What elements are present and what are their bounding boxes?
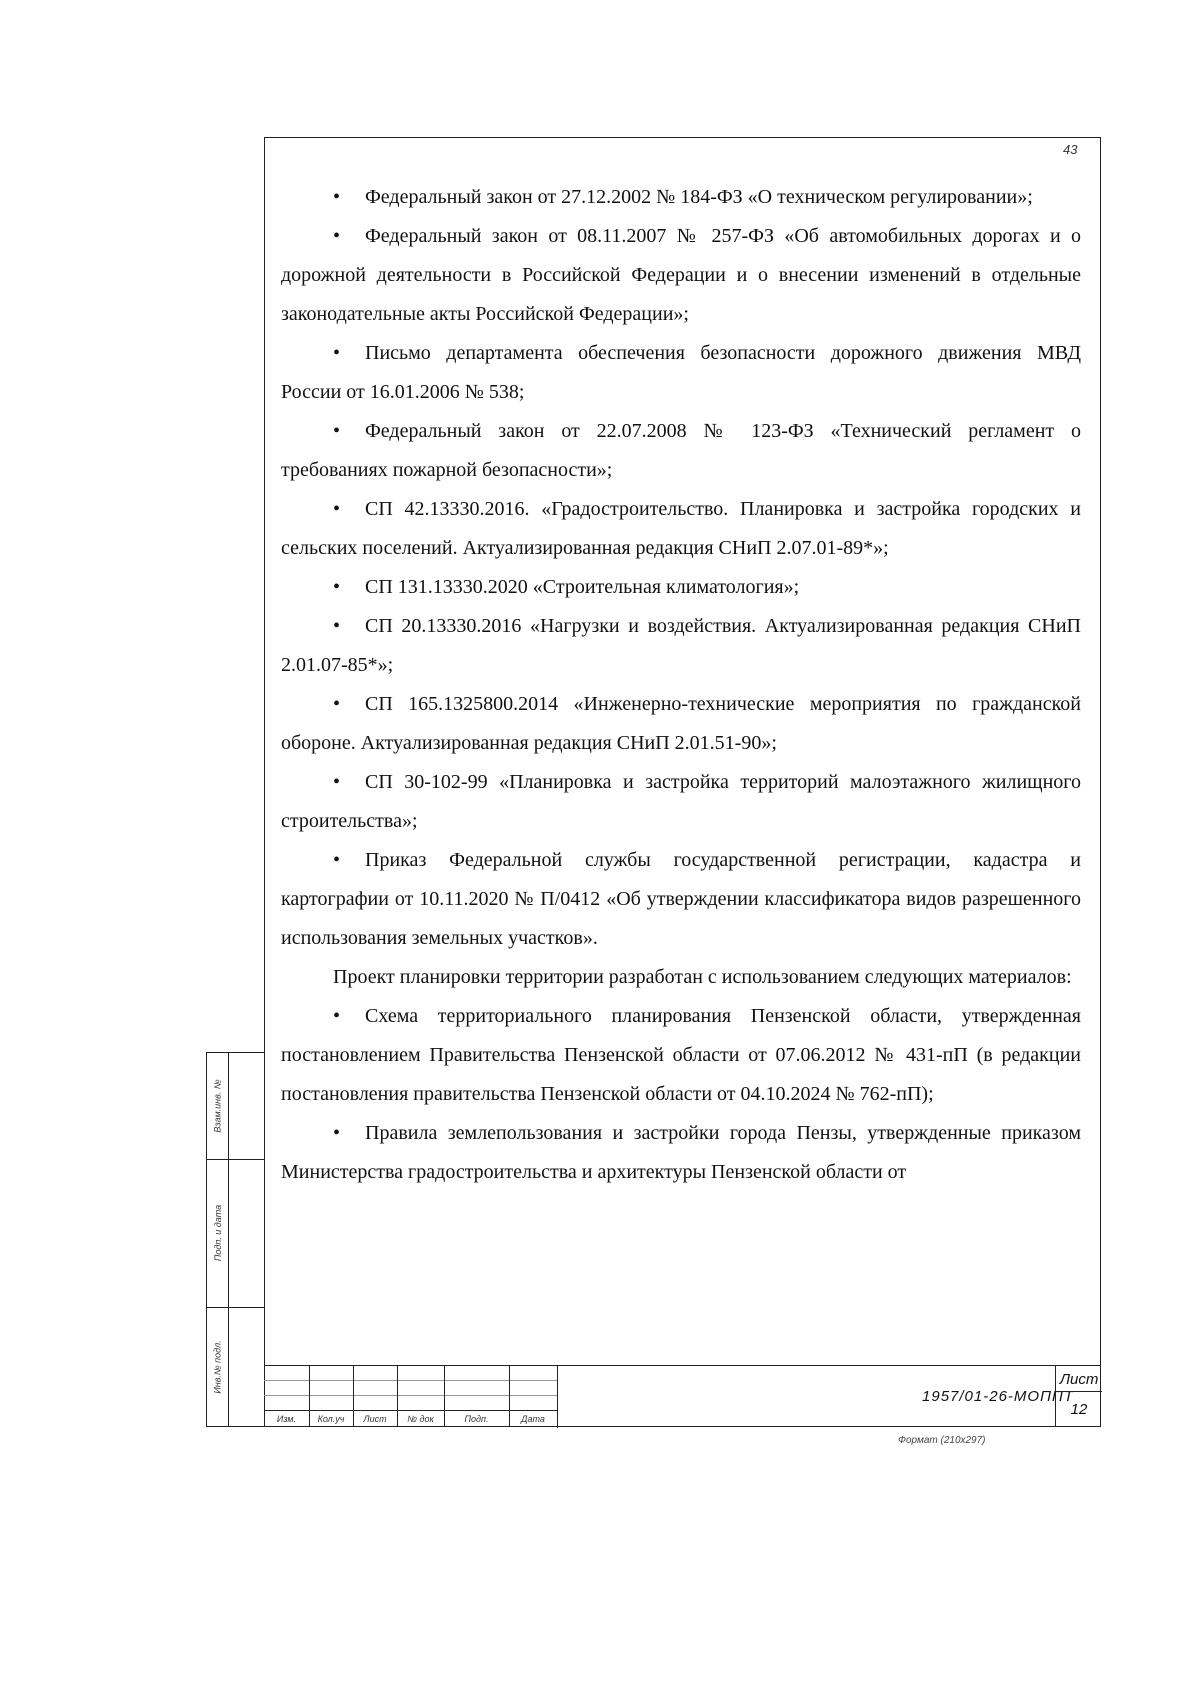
sheet-label: Лист bbox=[1056, 1371, 1102, 1392]
grid-line bbox=[264, 1380, 557, 1381]
paragraph-6: • СП 131.13330.2020 «Строительная климатология»; bbox=[281, 568, 1081, 607]
paragraph-3: • Письмо департамента обеспечения безопасности дорожного движения МВД России от 16.01.2006 № 538; bbox=[281, 334, 1081, 412]
paragraph-12: • Схема территориального планирования Пензенской области, утвержденная постановлением Правительства Пензенской области от 07.06.2012 № 431-пП (в редакции постановления правительства Пензенской области от 04.10.2024 № 762-пП); bbox=[281, 997, 1081, 1114]
column-n-dok: № док bbox=[407, 1414, 434, 1424]
bullet-icon: • bbox=[333, 576, 341, 598]
side-stamp bbox=[206, 1052, 264, 1427]
bullet-icon: • bbox=[333, 342, 341, 364]
bullet-icon: • bbox=[333, 693, 341, 715]
side-label-inv-podl: Инв.№ подл. bbox=[213, 1339, 224, 1394]
paragraph-11: Проект планировки территории разработан с использованием следующих материалов: bbox=[333, 966, 1072, 988]
bullet-icon: • bbox=[333, 849, 341, 871]
format-note: Формат (210х297) bbox=[898, 1435, 986, 1446]
sheet-cell bbox=[1055, 1365, 1101, 1427]
document-body bbox=[281, 178, 1081, 1192]
bullet-icon: • bbox=[333, 771, 341, 793]
paragraph-13: • Правила землепользования и застройки города Пензы, утвержденные приказом Министерства градостроительства и архитектуры Пензенской области от bbox=[281, 1114, 1081, 1192]
side-label-podp-data: Подп. и дата bbox=[213, 1204, 223, 1262]
paragraph-1: • Федеральный закон от 27.12.2002 № 184-ФЗ «О техническом регулировании»; bbox=[281, 178, 1081, 217]
paragraph-10: • Приказ Федеральной службы государственной регистрации, кадастра и картографии от 10.11.2020 № П/0412 «Об утверждении классификатора видов разрешенного использования земельных участков». bbox=[281, 841, 1081, 958]
paragraph-5: • СП 42.13330.2016. «Градостроительство. Планировка и застройка городских и сельских поселений. Актуализированная редакция СНиП 2.07.01-89*»; bbox=[281, 490, 1081, 568]
bullet-icon: • bbox=[333, 225, 341, 247]
title-block bbox=[264, 1365, 1101, 1427]
bullet-icon: • bbox=[333, 1005, 341, 1027]
column-podp: Подп. bbox=[464, 1414, 489, 1424]
bullet-icon: • bbox=[333, 615, 341, 637]
sheet-number: 12 bbox=[1070, 1401, 1088, 1418]
grid-line bbox=[264, 1395, 557, 1396]
bullet-icon: • bbox=[333, 420, 341, 442]
column-list: Лист bbox=[363, 1414, 387, 1424]
title-block-grid bbox=[264, 1366, 557, 1427]
side-label-vzam-inv: Взам.инв. № bbox=[213, 1079, 224, 1133]
page-number: 43 bbox=[1063, 142, 1078, 157]
column-data: Дата bbox=[521, 1414, 545, 1424]
grid-line bbox=[264, 1410, 557, 1411]
bullet-icon: • bbox=[333, 498, 341, 520]
document-code-cell bbox=[557, 1366, 1200, 1428]
column-kol-uch: Кол.уч bbox=[317, 1414, 345, 1424]
bullet-icon: • bbox=[333, 1122, 341, 1144]
paragraph-8: • СП 165.1325800.2014 «Инженерно-технические мероприятия по гражданской обороне. Актуализированная редакция СНиП 2.01.51-90»; bbox=[281, 685, 1081, 763]
paragraph-4: • Федеральный закон от 22.07.2008 № 123-ФЗ «Технический регламент о требованиях пожарной безопасности»; bbox=[281, 412, 1081, 490]
bullet-icon: • bbox=[333, 186, 341, 208]
column-izm: Изм. bbox=[276, 1414, 297, 1424]
document-code: 1957/01-26-МОППТ bbox=[922, 1388, 1074, 1405]
paragraph-2: • Федеральный закон от 08.11.2007 № 257-ФЗ «Об автомобильных дорогах и о дорожной деятельности в Российской Федерации и о внесении изменений в отдельные законодательные акты Российской Федерации»; bbox=[281, 217, 1081, 334]
paragraph-7: • СП 20.13330.2016 «Нагрузки и воздействия. Актуализированная редакция СНиП 2.01.07-85*»; bbox=[281, 607, 1081, 685]
paragraph-9: • СП 30-102-99 «Планировка и застройка территорий малоэтажного жилищного строительства»; bbox=[281, 763, 1081, 841]
